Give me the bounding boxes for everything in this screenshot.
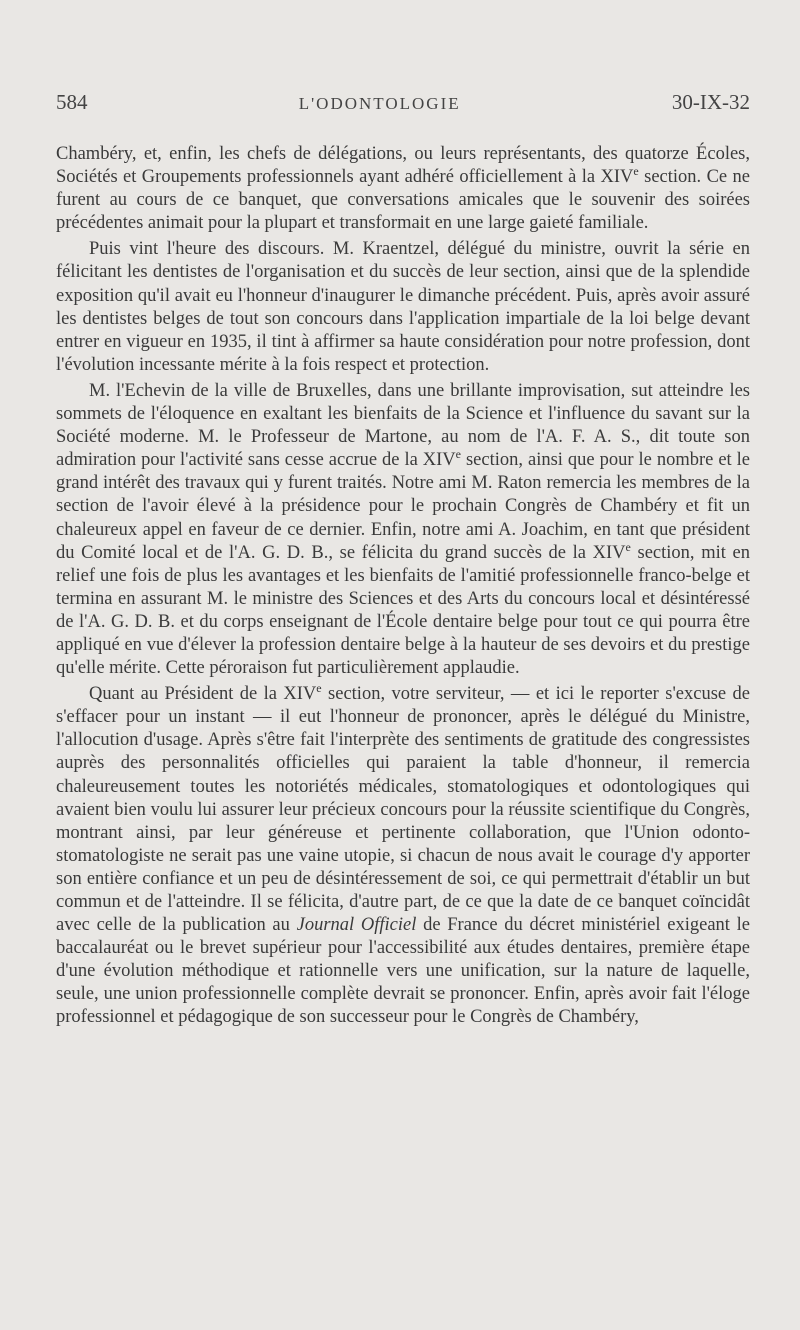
journal-name-italic: Journal Officiel [296,915,417,936]
text-run: section, ainsi que pour le nombre et le grand intérêt des travaux qui y furent traités. Notre ami M. Raton remercia les membres de la section de l'avoir élevé à la présidence pour le prochain Congrès de Chambéry et fit un chaleureux appel en faveur de ce dernier. Enfin, notre ami A. Joachim, en tant que président du Comité local et de l'A. G. D. B., se félicita du grand succès de la XIV [56,450,751,563]
body-text [56,143,750,1030]
page-number: 584 [56,90,88,114]
text-run: Quant au Président de la XIV [89,684,317,705]
text-run: section, votre serviteur, — et ici le reporter s'excuse de s'effacer pour un instant — il eut l'honneur de prononcer, après le délégué du Ministre, l'allocution d'usage. Après s'être fait l'interprète des sentiments de gratitude des congressistes auprès des personnalités officielles qui paraient la table d'honneur, il remercia chaleureusement toutes les notoriétés médicales, stomatologiques et odontologiques qui avaient bien voulu lui assurer leur précieux concours pour la réussite scientifique du Congrès, montrant ainsi, par leur généreuse et pertinente collaboration, que l'Union odonto-stomatologiste ne serait pas une vaine utopie, si chacun de nous avait le courage d'y apporter son entière confiance et un peu de désintéressement de soi, ce qui permettrait d'établir un but commun et de l'atteindre. Il se félicita, d'autre part, de ce que la date de ce banquet coïncidât avec celle de la publication au [56,684,750,936]
running-header [56,90,750,115]
paragraph-continued [56,143,750,235]
paragraph [56,380,750,680]
superscript: e [455,447,461,462]
superscript: e [625,539,631,554]
superscript: e [633,163,639,178]
text-run: Chambéry, et, enfin, les chefs de délégations, ou leurs représentants, des quatorze Écoles, Sociétés et Groupements professionnels ayant adhéré officiellement à la XIV [56,144,750,188]
superscript: e [316,681,322,695]
journal-title: L'ODONTOLOGIE [298,94,461,113]
text-run: section, mit en relief une fois de plus les avantages et les bienfaits de l'amitié professionnelle franco-belge et termina en assurant M. le ministre des Sciences et des Arts du concours local et désintéressé de l'A. G. D. B. et du corps enseignant de l'École dentaire belge pour tout ce qui pourra être appliqué en vue d'élever la profession dentaire belge à la hauteur de ses devoirs et du prestige qu'elle mérite. Cette péroraison fut particulièrement applaudie. [56,542,750,679]
paragraph [56,683,750,1029]
text-run: de France du décret ministériel exigeant le baccalauréat ou le brevet supérieur pour l'accessibilité aux études dentaires, première étape d'une évolution méthodique et rationnelle vers une unification, sur la nature de laquelle, seule, une union professionnelle complète devrait se prononcer. Enfin, après avoir fait l'éloge professionnel et pédagogique de son successeur pour le Congrès de Chambéry, [56,915,750,1028]
text-run: section. Ce ne furent au cours de ce banquet, que conversations amicales que le souvenir des soirées précédentes animait pour la plupart et transformait en une large gaieté familiale. [56,167,750,234]
text-run: M. l'Echevin de la ville de Bruxelles, dans une brillante improvisation, sut atteindre les sommets de l'éloquence en exaltant les bienfaits de la Science et l'influence du savant sur la Société moderne. M. le Professeur de Martone, au nom de l'A. F. A. S., dit toute son admiration pour l'activité sans cesse accrue de la XIV [56,380,750,471]
paragraph: Puis vint l'heure des discours. M. Kraentzel, délégué du ministre, ouvrit la série en félicitant les dentistes de l'organisation et du succès de leur section, ainsi que de la splendide exposition qu'il avait eu l'honneur d'inaugurer le dimanche précédent. Puis, après avoir assuré les dentistes belges de tout son concours dans l'application impartiale de la loi belge devant entrer en vigueur en 1935, il tint à affirmer sa haute considération pour notre profession, dont l'évolution incessante mérite à la fois respect et protection. [56,239,750,375]
issue-date: 30-IX-32 [671,90,750,114]
